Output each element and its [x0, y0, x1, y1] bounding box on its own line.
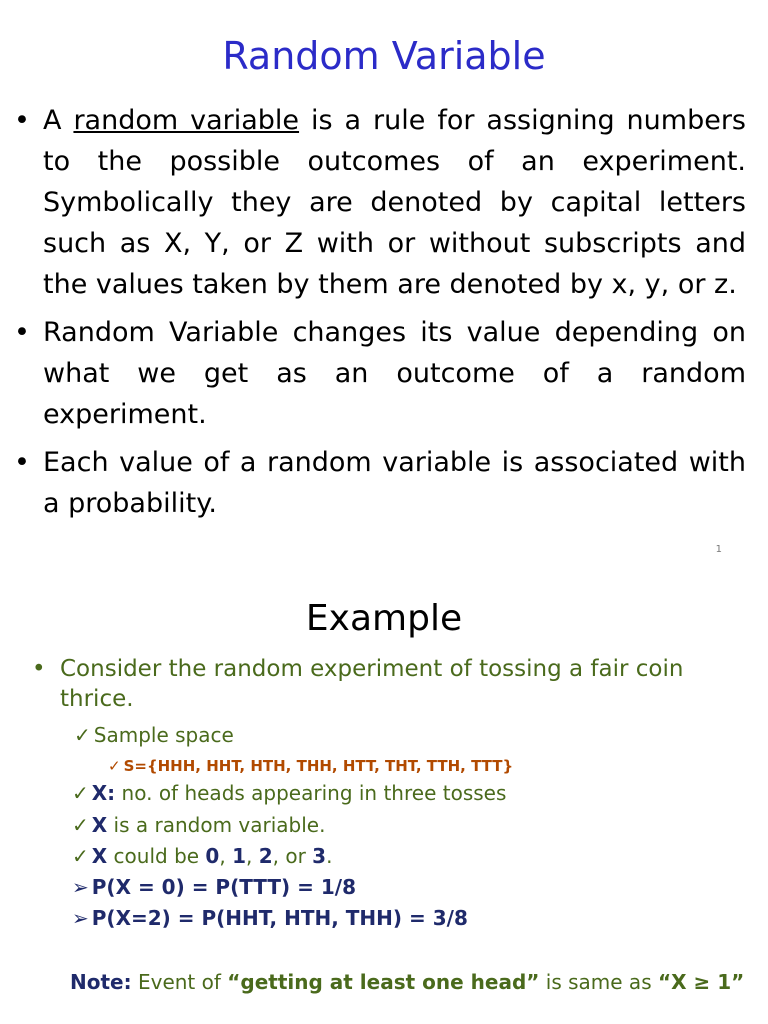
- bullet-dot-icon: •: [14, 447, 30, 478]
- note-label: Note:: [70, 970, 132, 994]
- note-quote-1: “getting at least one head”: [227, 970, 540, 994]
- note-quote-2: “X ≥ 1”: [657, 970, 745, 994]
- bullet-definition-text: is a rule for assigning numbers to the possible outcomes of an experiment. Symbolically they are denoted by capital letters such as X, Y, or Z with or without subscripts and the values taken by them are denoted by x, y, or z.: [43, 105, 746, 300]
- check-icon: ✓: [108, 757, 121, 775]
- x-value-0: 0: [205, 844, 220, 868]
- x-definition-label: X:: [91, 781, 116, 805]
- x-values-text: could be: [107, 844, 206, 868]
- x-values-item: [72, 842, 332, 870]
- bullet-definition: [14, 100, 746, 305]
- bullet-changes-value: [14, 312, 746, 435]
- bullet-probability: [14, 442, 746, 524]
- note-text-2: is same as: [539, 970, 658, 994]
- slide-title: Random Variable: [222, 34, 546, 78]
- sample-space-label: Sample space: [93, 723, 234, 747]
- x-random-item: [72, 811, 325, 839]
- separator: ,: [245, 844, 259, 868]
- sample-space-value: S={HHH, HHT, HTH, THH, HTT, THT, TTH, TTT}: [123, 757, 514, 775]
- check-icon: ✓: [72, 781, 89, 805]
- note-text: Event of: [131, 970, 228, 994]
- arrow-icon: ➢: [72, 875, 89, 899]
- example-bullet: [32, 654, 692, 714]
- x-value-1: 1: [232, 844, 246, 868]
- probability-1: P(X = 0) = P(TTT) = 1/8: [91, 875, 357, 899]
- separator: , or: [272, 844, 313, 868]
- slide-example: [0, 575, 768, 1024]
- note: [70, 968, 744, 996]
- bullet-prefix: A: [43, 105, 74, 136]
- page-number: 1: [715, 544, 722, 555]
- bullet-dot-icon: •: [32, 656, 46, 682]
- sample-space-item: [74, 721, 234, 749]
- x-random-text: is a random variable.: [107, 813, 326, 837]
- check-icon: ✓: [74, 723, 91, 747]
- bullet-text: Each value of a random variable is associated with a probability.: [43, 447, 746, 519]
- check-icon: ✓: [72, 813, 89, 837]
- probability-1-item: [72, 873, 356, 901]
- x-value-2: 2: [258, 844, 273, 868]
- probability-2: P(X=2) = P(HHT, HTH, THH) = 3/8: [91, 906, 468, 930]
- arrow-icon: ➢: [72, 906, 89, 930]
- bullet-list: [14, 100, 746, 531]
- bullet-dot-icon: •: [14, 317, 30, 348]
- x-value-3: 3: [312, 844, 327, 868]
- probability-2-item: [72, 904, 468, 932]
- x-definition-text: no. of heads appearing in three tosses: [115, 781, 507, 805]
- separator: ,: [219, 844, 233, 868]
- x-random-label: X: [91, 813, 108, 837]
- slide-title: Example: [305, 598, 463, 639]
- check-icon: ✓: [72, 844, 89, 868]
- bullet-text: Random Variable changes its value depending on what we get as an outcome of a random experiment.: [43, 317, 746, 430]
- sample-space-value-item: [108, 752, 513, 780]
- x-definition-item: [72, 779, 506, 807]
- bullet-dot-icon: •: [14, 105, 30, 136]
- x-values-label: X: [91, 844, 108, 868]
- period: .: [326, 844, 333, 868]
- example-bullet-text: Consider the random experiment of tossing a fair coin thrice.: [60, 656, 684, 712]
- term-random-variable: random variable: [73, 105, 300, 136]
